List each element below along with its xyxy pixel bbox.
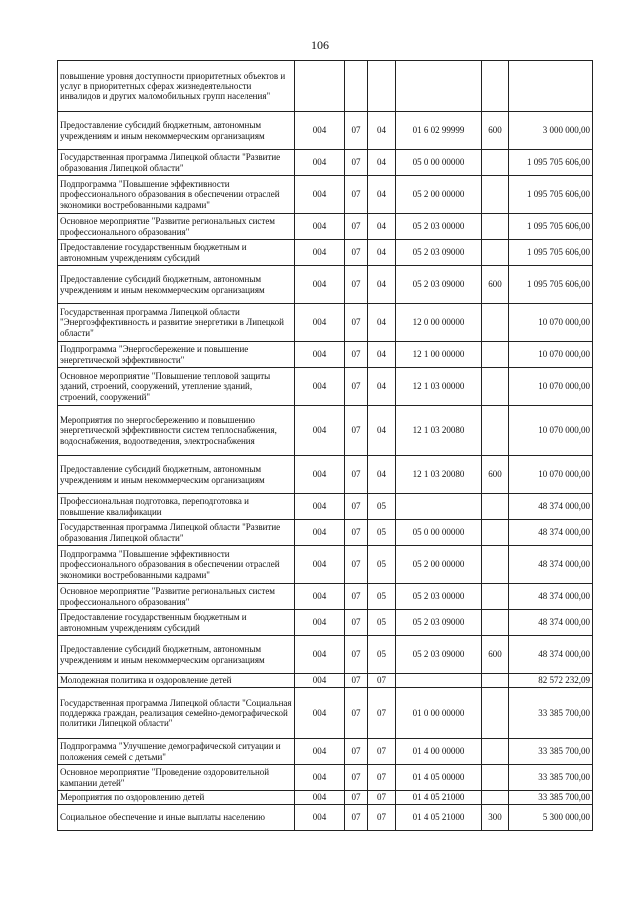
cell-expense-type (482, 546, 509, 584)
cell-expense-type: 300 (482, 805, 509, 831)
cell-subsection-code: 04 (368, 406, 396, 456)
table-row (58, 674, 593, 688)
cell-expense-type (482, 342, 509, 368)
table-row (58, 176, 593, 214)
cell-expense-type (482, 150, 509, 176)
cell-ministry-code: 004 (295, 214, 345, 240)
cell-amount: 1 095 705 606,00 (509, 240, 593, 266)
cell-section-code: 07 (345, 304, 368, 342)
table-row (58, 304, 593, 342)
cell-amount: 33 385 700,00 (509, 765, 593, 791)
cell-expense-type: 600 (482, 456, 509, 494)
cell-expense-type: 600 (482, 266, 509, 304)
cell-subsection-code: 05 (368, 636, 396, 674)
cell-amount: 1 095 705 606,00 (509, 214, 593, 240)
cell-ministry-code: 004 (295, 739, 345, 765)
cell-amount: 48 374 000,00 (509, 494, 593, 520)
cell-amount: 82 572 232,09 (509, 674, 593, 688)
table-row (58, 112, 593, 150)
cell-name: Молодежная политика и оздоровление детей (58, 674, 295, 688)
cell-subsection-code: 04 (368, 266, 396, 304)
cell-subsection-code: 05 (368, 610, 396, 636)
cell-section-code: 07 (345, 805, 368, 831)
cell-section-code: 07 (345, 674, 368, 688)
cell-amount: 33 385 700,00 (509, 739, 593, 765)
cell-section-code: 07 (345, 520, 368, 546)
cell-expense-type: 600 (482, 636, 509, 674)
cell-amount: 48 374 000,00 (509, 636, 593, 674)
cell-section-code: 07 (345, 688, 368, 739)
cell-ministry-code: 004 (295, 176, 345, 214)
cell-subsection-code: 05 (368, 494, 396, 520)
cell-subsection-code: 07 (368, 688, 396, 739)
cell-amount: 10 070 000,00 (509, 304, 593, 342)
cell-name: Мероприятия по оздоровлению детей (58, 791, 295, 805)
cell-subsection-code: 04 (368, 214, 396, 240)
cell-target-article: 05 0 00 00000 (396, 150, 482, 176)
cell-expense-type (482, 688, 509, 739)
cell-amount: 1 095 705 606,00 (509, 266, 593, 304)
table-row (58, 494, 593, 520)
cell-section-code: 07 (345, 636, 368, 674)
table-row (58, 791, 593, 805)
cell-target-article: 01 6 02 99999 (396, 112, 482, 150)
cell-expense-type (482, 368, 509, 406)
cell-amount: 48 374 000,00 (509, 546, 593, 584)
cell-section-code: 07 (345, 368, 368, 406)
cell-expense-type (482, 304, 509, 342)
cell-subsection-code: 04 (368, 368, 396, 406)
cell-target-article: 05 2 03 09000 (396, 266, 482, 304)
cell-subsection-code: 04 (368, 150, 396, 176)
cell-ministry-code: 004 (295, 546, 345, 584)
cell-ministry-code: 004 (295, 456, 345, 494)
table-row (58, 765, 593, 791)
cell-target-article: 01 4 00 00000 (396, 739, 482, 765)
cell-ministry-code: 004 (295, 406, 345, 456)
cell-ministry-code: 004 (295, 610, 345, 636)
cell-section-code: 07 (345, 240, 368, 266)
cell-expense-type (482, 61, 509, 112)
cell-subsection-code: 07 (368, 805, 396, 831)
cell-target-article: 05 2 03 00000 (396, 214, 482, 240)
cell-target-article: 12 1 03 00000 (396, 368, 482, 406)
cell-ministry-code: 004 (295, 240, 345, 266)
cell-expense-type (482, 520, 509, 546)
cell-subsection-code: 04 (368, 112, 396, 150)
cell-name: Государственная программа Липецкой области "Энергоэффективность и развитие энергетики в Липецкой области" (58, 304, 295, 342)
cell-subsection-code (368, 61, 396, 112)
cell-target-article: 12 1 03 20080 (396, 456, 482, 494)
cell-name: Предоставление субсидий бюджетным, автономным учреждениям и иным некоммерческим организациям (58, 456, 295, 494)
cell-amount: 10 070 000,00 (509, 368, 593, 406)
cell-ministry-code: 004 (295, 266, 345, 304)
cell-amount: 1 095 705 606,00 (509, 176, 593, 214)
cell-amount: 33 385 700,00 (509, 791, 593, 805)
cell-ministry-code: 004 (295, 112, 345, 150)
cell-amount: 48 374 000,00 (509, 520, 593, 546)
cell-section-code: 07 (345, 610, 368, 636)
cell-section-code: 07 (345, 214, 368, 240)
cell-target-article: 05 2 03 00000 (396, 584, 482, 610)
cell-section-code: 07 (345, 456, 368, 494)
cell-amount (509, 61, 593, 112)
cell-name: Государственная программа Липецкой области "Развитие образования Липецкой области" (58, 150, 295, 176)
cell-expense-type (482, 791, 509, 805)
cell-target-article: 12 0 00 00000 (396, 304, 482, 342)
cell-subsection-code: 04 (368, 342, 396, 368)
cell-target-article: 12 1 03 20080 (396, 406, 482, 456)
cell-target-article: 05 2 00 00000 (396, 176, 482, 214)
table-row (58, 805, 593, 831)
cell-amount: 5 300 000,00 (509, 805, 593, 831)
table-row (58, 456, 593, 494)
cell-ministry-code: 004 (295, 791, 345, 805)
cell-name: Подпрограмма "Повышение эффективности профессионального образования в обеспечении отраслей экономики востребованными кадрами" (58, 176, 295, 214)
cell-section-code: 07 (345, 765, 368, 791)
cell-expense-type (482, 176, 509, 214)
table-row (58, 520, 593, 546)
cell-ministry-code: 004 (295, 636, 345, 674)
cell-target-article (396, 494, 482, 520)
cell-expense-type (482, 494, 509, 520)
cell-target-article: 05 2 03 09000 (396, 240, 482, 266)
cell-section-code: 07 (345, 176, 368, 214)
cell-name: Подпрограмма "Повышение эффективности профессионального образования в обеспечении отраслей экономики востребованными кадрами" (58, 546, 295, 584)
cell-subsection-code: 05 (368, 520, 396, 546)
table-row (58, 584, 593, 610)
cell-target-article: 05 2 00 00000 (396, 546, 482, 584)
cell-target-article: 01 4 05 00000 (396, 765, 482, 791)
table-row (58, 150, 593, 176)
cell-name: Государственная программа Липецкой области "Развитие образования Липецкой области" (58, 520, 295, 546)
cell-ministry-code: 004 (295, 368, 345, 406)
cell-section-code (345, 61, 368, 112)
cell-ministry-code: 004 (295, 584, 345, 610)
table-row (58, 406, 593, 456)
cell-target-article: 01 4 05 21000 (396, 805, 482, 831)
cell-name: Основное мероприятие "Повышение тепловой защиты зданий, строений, сооружений, утепление зданий, строений, сооружений" (58, 368, 295, 406)
cell-ministry-code: 004 (295, 342, 345, 368)
cell-subsection-code: 04 (368, 456, 396, 494)
cell-target-article: 01 0 00 00000 (396, 688, 482, 739)
cell-ministry-code: 004 (295, 805, 345, 831)
table-row (58, 688, 593, 739)
table-row (58, 636, 593, 674)
table-row (58, 546, 593, 584)
cell-target-article (396, 674, 482, 688)
budget-table-body (58, 61, 593, 831)
table-row (58, 739, 593, 765)
cell-target-article (396, 61, 482, 112)
cell-subsection-code: 05 (368, 546, 396, 584)
cell-name: Мероприятия по энергосбережению и повышению энергетической эффективности систем теплоснабжения, водоснабжения, водоотведения, электроснабжения (58, 406, 295, 456)
cell-ministry-code: 004 (295, 150, 345, 176)
cell-name: Предоставление субсидий бюджетным, автономным учреждениям и иным некоммерческим организациям (58, 636, 295, 674)
cell-amount: 3 000 000,00 (509, 112, 593, 150)
cell-name: Подпрограмма "Улучшение демографической ситуации и положения семей с детьми" (58, 739, 295, 765)
table-row (58, 61, 593, 112)
cell-target-article: 05 2 03 09000 (396, 610, 482, 636)
cell-subsection-code: 07 (368, 739, 396, 765)
cell-section-code: 07 (345, 150, 368, 176)
cell-subsection-code: 04 (368, 240, 396, 266)
cell-amount: 10 070 000,00 (509, 342, 593, 368)
cell-amount: 48 374 000,00 (509, 584, 593, 610)
cell-name: повышение уровня доступности приоритетных объектов и услуг в приоритетных сферах жизнедеятельности инвалидов и других маломобильных групп населения" (58, 61, 295, 112)
cell-ministry-code: 004 (295, 494, 345, 520)
cell-expense-type (482, 739, 509, 765)
table-row (58, 266, 593, 304)
cell-ministry-code: 004 (295, 765, 345, 791)
cell-name: Основное мероприятие "Развитие региональных систем профессионального образования" (58, 584, 295, 610)
cell-amount: 10 070 000,00 (509, 406, 593, 456)
table-row (58, 368, 593, 406)
cell-subsection-code: 04 (368, 176, 396, 214)
table-row (58, 214, 593, 240)
cell-target-article: 12 1 00 00000 (396, 342, 482, 368)
cell-amount: 10 070 000,00 (509, 456, 593, 494)
cell-expense-type (482, 610, 509, 636)
table-row (58, 610, 593, 636)
cell-amount: 33 385 700,00 (509, 688, 593, 739)
cell-section-code: 07 (345, 494, 368, 520)
cell-expense-type (482, 406, 509, 456)
cell-section-code: 07 (345, 112, 368, 150)
cell-ministry-code: 004 (295, 304, 345, 342)
cell-section-code: 07 (345, 791, 368, 805)
cell-name: Социальное обеспечение и иные выплаты населению (58, 805, 295, 831)
cell-ministry-code: 004 (295, 520, 345, 546)
cell-section-code: 07 (345, 546, 368, 584)
page-number: 106 (311, 38, 329, 52)
cell-name: Предоставление субсидий бюджетным, автономным учреждениям и иным некоммерческим организациям (58, 266, 295, 304)
cell-expense-type (482, 584, 509, 610)
cell-target-article: 01 4 05 21000 (396, 791, 482, 805)
cell-target-article: 05 2 03 09000 (396, 636, 482, 674)
cell-expense-type (482, 240, 509, 266)
cell-section-code: 07 (345, 342, 368, 368)
cell-name: Предоставление государственным бюджетным и автономным учреждениям субсидий (58, 610, 295, 636)
table-row (58, 240, 593, 266)
budget-table (57, 60, 593, 831)
cell-ministry-code: 004 (295, 688, 345, 739)
cell-section-code: 07 (345, 406, 368, 456)
cell-ministry-code (295, 61, 345, 112)
cell-subsection-code: 04 (368, 304, 396, 342)
cell-expense-type (482, 214, 509, 240)
cell-name: Предоставление государственным бюджетным и автономным учреждениям субсидий (58, 240, 295, 266)
cell-expense-type: 600 (482, 112, 509, 150)
cell-name: Подпрограмма "Энергосбережение и повышение энергетической эффективности" (58, 342, 295, 368)
cell-subsection-code: 05 (368, 584, 396, 610)
cell-name: Государственная программа Липецкой области "Социальная поддержка граждан, реализация семейно-демографической политики Липецкой области" (58, 688, 295, 739)
cell-subsection-code: 07 (368, 674, 396, 688)
cell-amount: 1 095 705 606,00 (509, 150, 593, 176)
cell-name: Основное мероприятие "Проведение оздоровительной кампании детей" (58, 765, 295, 791)
cell-expense-type (482, 765, 509, 791)
cell-name: Профессиональная подготовка, переподготовка и повышение квалификации (58, 494, 295, 520)
cell-ministry-code: 004 (295, 674, 345, 688)
cell-subsection-code: 07 (368, 765, 396, 791)
cell-name: Предоставление субсидий бюджетным, автономным учреждениям и иным некоммерческим организациям (58, 112, 295, 150)
cell-subsection-code: 07 (368, 791, 396, 805)
cell-section-code: 07 (345, 584, 368, 610)
cell-expense-type (482, 674, 509, 688)
cell-name: Основное мероприятие "Развитие региональных систем профессионального образования" (58, 214, 295, 240)
table-row (58, 342, 593, 368)
cell-section-code: 07 (345, 266, 368, 304)
cell-target-article: 05 0 00 00000 (396, 520, 482, 546)
cell-section-code: 07 (345, 739, 368, 765)
cell-amount: 48 374 000,00 (509, 610, 593, 636)
